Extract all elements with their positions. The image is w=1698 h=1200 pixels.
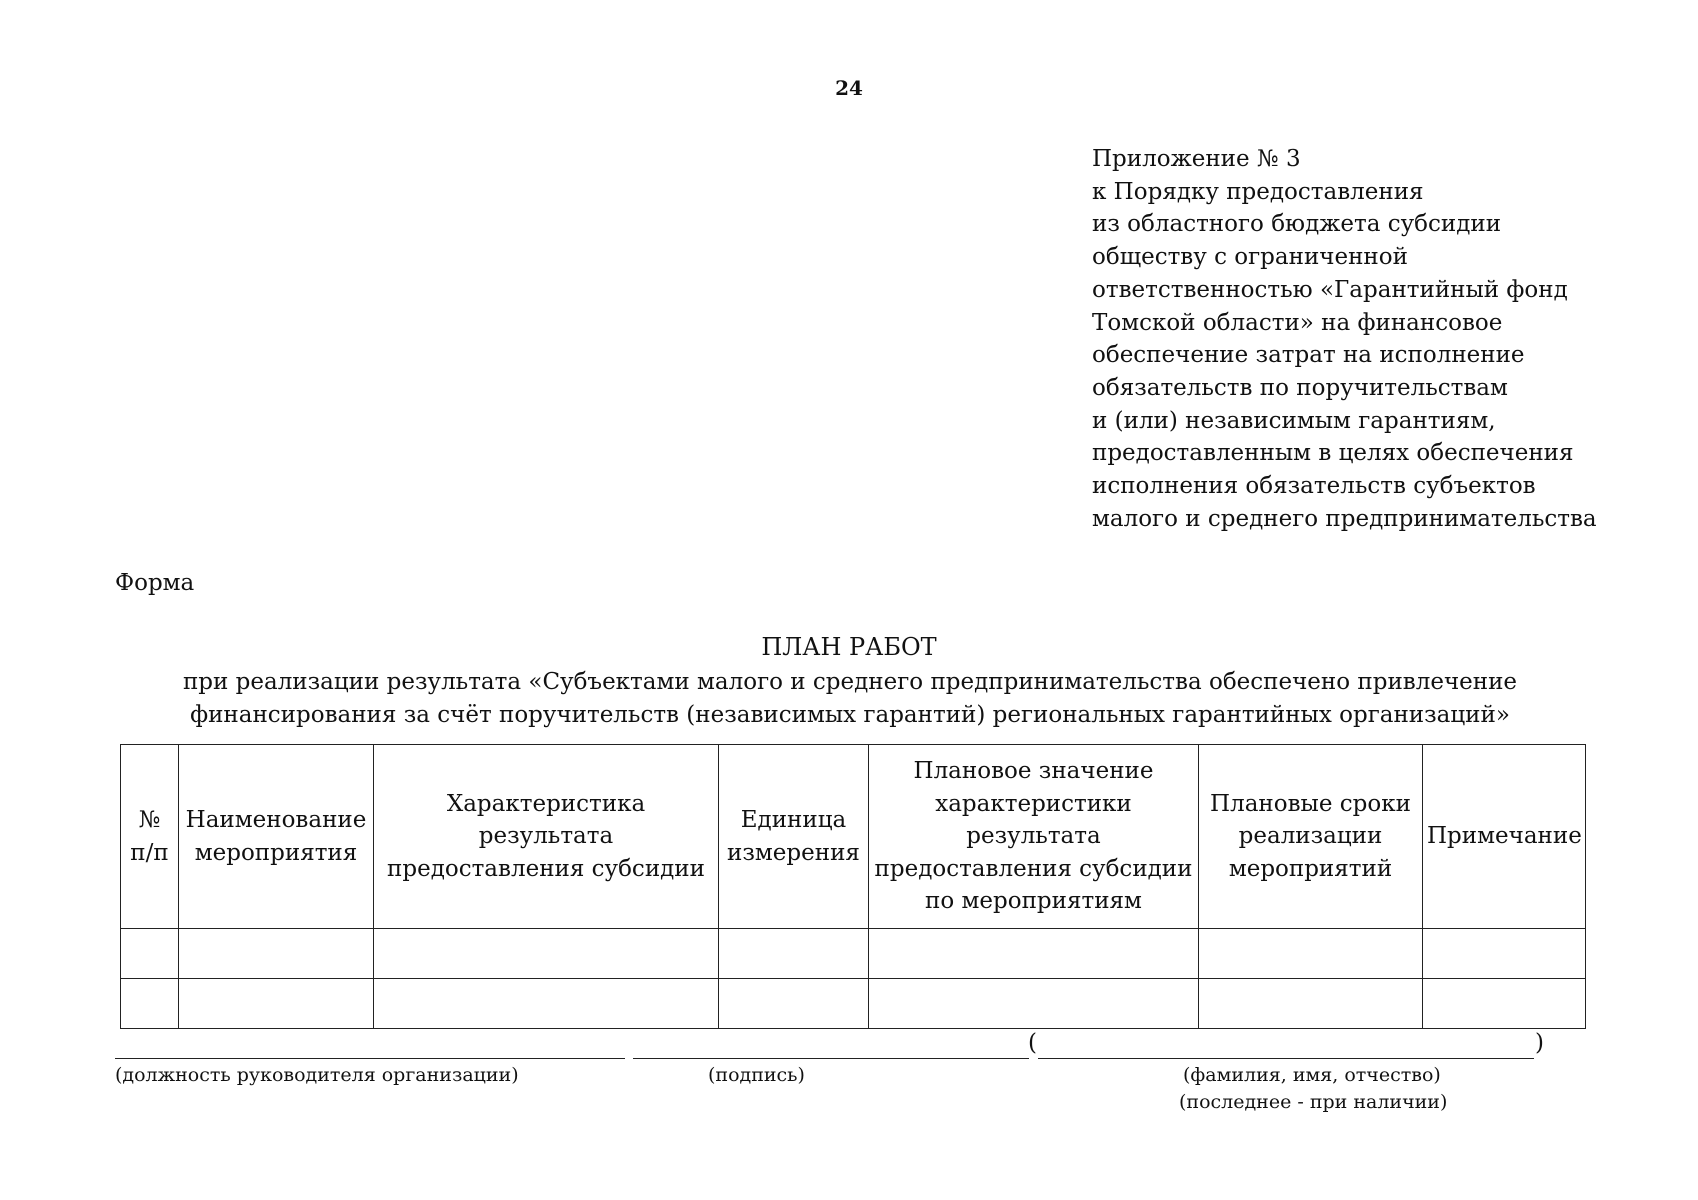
- table-cell: [869, 929, 1199, 979]
- header-line: №: [138, 807, 161, 833]
- header-number: [121, 745, 179, 929]
- table-cell: [1423, 929, 1586, 979]
- table-row: [121, 979, 1586, 1029]
- header-line: характеристики: [935, 790, 1132, 817]
- header-result-characteristic: [374, 745, 719, 929]
- header-line: измерения: [727, 839, 860, 866]
- appendix-line: из областного бюджета субсидии: [1092, 211, 1502, 238]
- table-cell: [179, 979, 374, 1029]
- header-line: п/п: [130, 839, 169, 866]
- appendix-line: Приложение № 3: [1092, 146, 1301, 172]
- table-cell: [869, 979, 1199, 1029]
- header-line: мероприятий: [1228, 855, 1393, 882]
- header-line: мероприятия: [194, 839, 358, 866]
- position-signature-line: [115, 1058, 625, 1059]
- appendix-line: Томской области» на финансовое: [1092, 309, 1503, 336]
- table-cell: [179, 929, 374, 979]
- header-line: результата: [966, 823, 1101, 850]
- plan-table: [120, 744, 1586, 1029]
- page-number: 24: [835, 76, 863, 100]
- position-caption: (должность руководителя организации): [115, 1064, 519, 1086]
- signature-line: [633, 1058, 1029, 1059]
- header-line: Примечание: [1427, 823, 1582, 850]
- appendix-block: [1092, 143, 1692, 535]
- signature-caption: (подпись): [708, 1064, 805, 1086]
- header-line: реализации: [1238, 823, 1383, 850]
- appendix-line: обществу с ограниченной: [1092, 244, 1408, 271]
- form-label: Форма: [115, 570, 195, 596]
- header-line: Единица: [740, 807, 847, 833]
- appendix-line: и (или) независимым гарантиям,: [1092, 407, 1496, 434]
- plan-subtitle-line: финансирования за счёт поручительств (независимых гарантий) региональных гарантийных организаций»: [190, 701, 1510, 728]
- table-row: [121, 929, 1586, 979]
- appendix-line: к Порядку предоставления: [1092, 178, 1424, 205]
- table-cell: [1199, 929, 1423, 979]
- header-planned-dates: [1199, 745, 1423, 929]
- header-line: по мероприятиям: [925, 888, 1142, 915]
- name-signature-line: [1038, 1058, 1534, 1059]
- appendix-line: обеспечение затрат на исполнение: [1092, 342, 1525, 369]
- appendix-line: малого и среднего предпринимательства: [1092, 505, 1597, 532]
- table-cell: [121, 929, 179, 979]
- header-planned-value: [869, 745, 1199, 929]
- close-paren: ): [1535, 1030, 1544, 1056]
- name-caption-note: (последнее - при наличии): [1179, 1091, 1448, 1113]
- table-cell: [374, 979, 719, 1029]
- header-line: предоставления субсидии: [387, 855, 705, 882]
- header-line: Характеристика результата: [446, 790, 646, 850]
- header-line: предоставления субсидии: [874, 855, 1193, 882]
- plan-subtitle-line: при реализации результата «Субъектами малого и среднего предпринимательства обеспечено привлечение: [182, 669, 1518, 695]
- header-line: Плановое значение: [913, 758, 1154, 785]
- plan-title: ПЛАН РАБОТ: [761, 633, 937, 661]
- name-caption: (фамилия, имя, отчество): [1183, 1064, 1441, 1086]
- appendix-line: предоставленным в целях обеспечения: [1092, 440, 1574, 467]
- plan-subtitle: [120, 666, 1580, 731]
- table-cell: [1423, 979, 1586, 1029]
- header-line: Наименование: [185, 807, 367, 833]
- header-activity-name: [179, 745, 374, 929]
- header-unit: [719, 745, 869, 929]
- appendix-line: обязательств по поручительствам: [1092, 374, 1508, 401]
- table-cell: [719, 929, 869, 979]
- table-header-row: [121, 745, 1586, 929]
- table-cell: [121, 979, 179, 1029]
- header-note: [1423, 745, 1586, 929]
- appendix-line: исполнения обязательств субъектов: [1092, 473, 1536, 500]
- open-paren: (: [1028, 1030, 1037, 1056]
- appendix-line: ответственностью «Гарантийный фонд: [1092, 276, 1568, 303]
- table-cell: [719, 979, 869, 1029]
- header-line: Плановые сроки: [1210, 790, 1411, 817]
- table-cell: [1199, 979, 1423, 1029]
- table-cell: [374, 929, 719, 979]
